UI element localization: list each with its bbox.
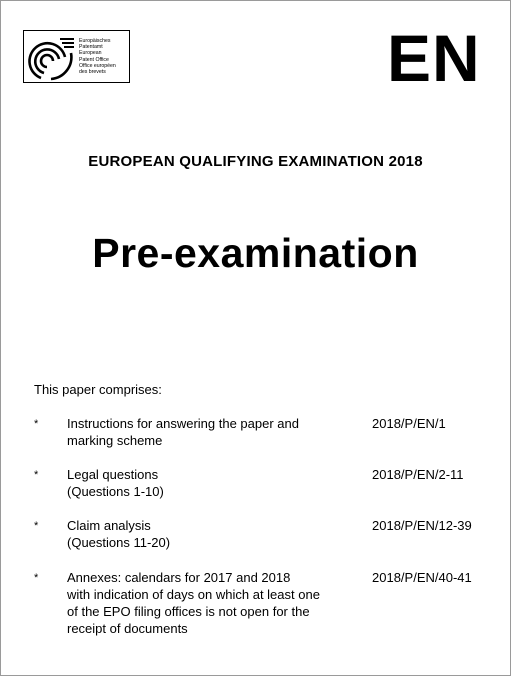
bullet: * (34, 520, 39, 532)
paper-title: Pre-examination (92, 230, 419, 276)
item-description (67, 466, 357, 500)
epo-logo (23, 30, 130, 83)
description-line: (Questions 11-20) (67, 535, 171, 550)
epo-office-names (79, 38, 116, 75)
office-name-line: Patent Office (79, 56, 109, 63)
office-name-line: des brevets (79, 68, 106, 75)
description-line: receipt of documents (67, 621, 188, 636)
office-name-line: Europäisches (79, 38, 111, 45)
intro-text: This paper comprises: (34, 382, 162, 397)
language-code: EN (387, 21, 481, 95)
bullet: * (34, 469, 39, 481)
document-reference: 2018/P/EN/12-39 (372, 518, 472, 533)
description-line: marking scheme (67, 433, 163, 448)
document-reference: 2018/P/EN/1 (372, 416, 446, 431)
description-line: of the EPO filing offices is not open for the (67, 604, 310, 619)
document-reference: 2018/P/EN/40-41 (372, 570, 472, 585)
office-name-line: Patentamt (79, 44, 103, 51)
description-line: with indication of days on which at least one (67, 587, 320, 602)
document-reference: 2018/P/EN/2-11 (372, 467, 464, 482)
description-line: Claim analysis (67, 518, 151, 533)
description-line: Instructions for answering the paper and (67, 416, 299, 431)
bullet: * (34, 572, 39, 584)
item-description (67, 415, 357, 449)
bullet: * (34, 418, 39, 430)
item-description (67, 517, 357, 551)
item-description (67, 569, 357, 637)
office-name-line: Office européen (79, 62, 116, 69)
epo-logo-icon (27, 33, 77, 81)
office-name-line: European (79, 50, 102, 57)
exam-title: EUROPEAN QUALIFYING EXAMINATION 2018 (88, 153, 423, 170)
description-line: (Questions 1-10) (67, 484, 164, 499)
description-line: Annexes: calendars for 2017 and 2018 (67, 570, 291, 585)
description-line: Legal questions (67, 467, 159, 482)
